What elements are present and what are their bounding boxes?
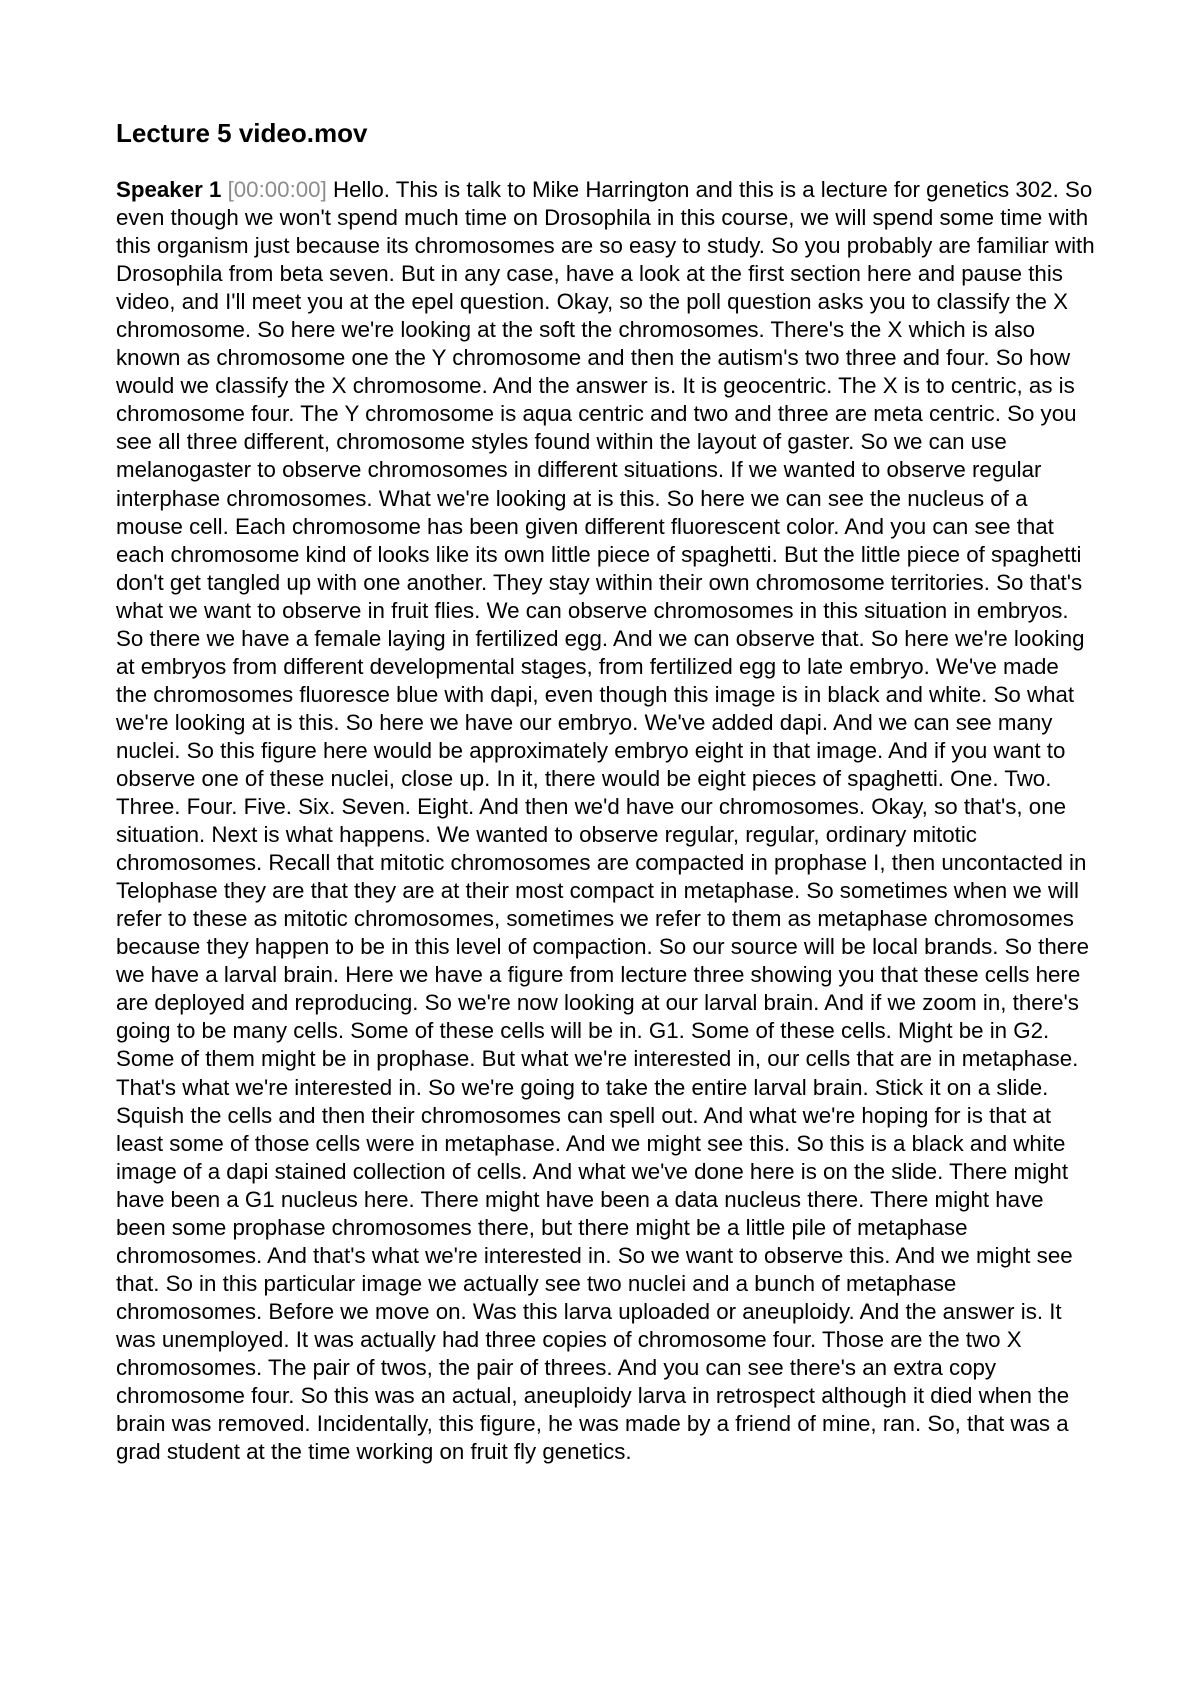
speaker-label: Speaker 1 bbox=[116, 177, 222, 202]
transcript-paragraph bbox=[116, 176, 1096, 1466]
document-title: Lecture 5 video.mov bbox=[116, 118, 368, 148]
transcript-text: Hello. This is talk to Mike Harrington and this is a lecture for genetics 302. So even though we won't spend much time on Drosophila in this course, we will spend some time with this organism just because its chromosomes are so easy to study. So you probably are familiar with Drosophila from beta seven. But in any case, have a look at the first section here and pause this video, and I'll meet you at the epel question. Okay, so the poll question asks you to classify the X chromosome. So here we're looking at the soft the chromosomes. There's the X which is also known as chromosome one the Y chromosome and then the autism's two three and four. So how would we classify the X chromosome. And the answer is. It is geocentric. The X is to centric, as is chromosome four. The Y chromosome is aqua centric and two and three are meta centric. So you see all three different, chromosome styles found within the layout of gaster. So we can use melanogaster to observe chromosomes in different situations. If we wanted to observe regular interphase chromosomes. What we're looking at is this. So here we can see the nucleus of a mouse cell. Each chromosome has been given different fluorescent color. And you can see that each chromosome kind of looks like its own little piece of spaghetti. But the little piece of spaghetti don't get tangled up with one another. They stay within their own chromosome territories. So that's what we want to observe in fruit flies. We can observe chromosomes in this situation in embryos. So there we have a female laying in fertilized egg. And we can observe that. So here we're looking at embryos from different developmental stages, from fertilized egg to late embryo. We've made the chromosomes fluoresce blue with dapi, even though this image is in black and white. So what we're looking at is this. So here we have our embryo. We've added dapi. And we can see many nuclei. So this figure here would be approximately embryo eight in that image. And if you want to observe one of these nuclei, close up. In it, there would be eight pieces of spaghetti. One. Two. Three. Four. Five. Six. Seven. Eight. And then we'd have our chromosomes. Okay, so that's, one situation. Next is what happens. We wanted to observe regular, regular, ordinary mitotic chromosomes. Recall that mitotic chromosomes are compacted in prophase I, then uncontacted in Telophase they are that they are at their most compact in metaphase. So sometimes when we will refer to these as mitotic chromosomes, sometimes we refer to them as metaphase chromosomes because they happen to be in this level of compaction. So our source will be local brands. So there we have a larval brain. Here we have a figure from lecture three showing you that these cells here are deployed and reproducing. So we're now looking at our larval brain. And if we zoom in, there's going to be many cells. Some of these cells will be in. G1. Some of these cells. Might be in G2. Some of them might be in prophase. But what we're interested in, our cells that are in metaphase. That's what we're interested in. So we're going to take the entire larval brain. Stick it on a slide. Squish the cells and then their chromosomes can spell out. And what we're hoping for is that at least some of those cells were in metaphase. And we might see this. So this is a black and white image of a dapi stained collection of cells. And what we've done here is on the slide. There might have been a G1 nucleus here. There might have been a data nucleus there. There might have been some prophase chromosomes there, but there might be a little pile of metaphase chromosomes. And that's what we're interested in. So we want to observe this. And we might see that. So in this particular image we actually see two nuclei and a bunch of metaphase chromosomes. Before we move on. Was this larva uploaded or aneuploidy. And the answer is. It was unemployed. It was actually had three copies of chromosome four. Those are the two X chromosomes. The pair of twos, the pair of threes. And you can see there's an extra copy chromosome four. So this was an actual, aneuploidy larva in retrospect although it died when the brain was removed. Incidentally, this figure, he was made by a friend of mine, ran. So, that was a grad student at the time working on fruit fly genetics. bbox=[116, 177, 1095, 1465]
timestamp: [00:00:00] bbox=[227, 177, 327, 202]
